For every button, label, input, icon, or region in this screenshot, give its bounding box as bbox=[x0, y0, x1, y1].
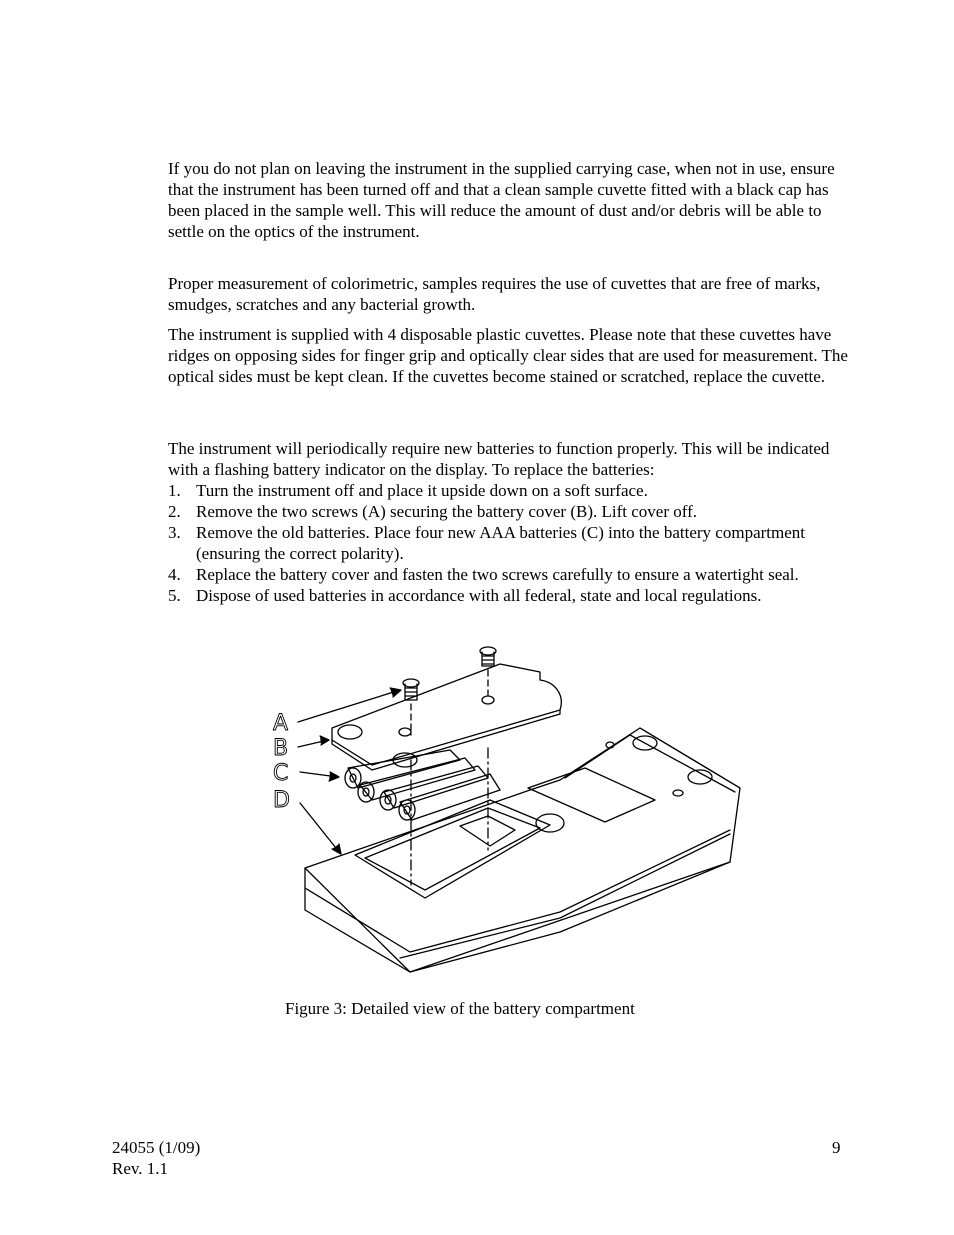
paragraph-battery-intro: The instrument will periodically require new batteries to function properly. This will be indicated with a flashing battery indicator on the display. To replace the batteries: bbox=[168, 439, 830, 479]
paragraph-storage: If you do not plan on leaving the instrument in the supplied carrying case, when not in use, ensure that the instrument has been turned off and that a clean sample cuvette fitted with a black cap has been placed in the sample well. This will reduce the amount of dust and/or debris will be able to settle on the optics of the instrument. bbox=[168, 159, 835, 241]
list-item: 3. Remove the old batteries. Place four new AAA batteries (C) into the battery compartment (ensuring the correct polarity). bbox=[168, 523, 805, 563]
paragraph-cuvette-care: Proper measurement of colorimetric, samples requires the use of cuvettes that are free of marks, smudges, scratches and any bacterial growth. bbox=[168, 274, 821, 314]
label-a: A bbox=[273, 711, 289, 736]
list-item: 1. Turn the instrument off and place it upside down on a soft surface. bbox=[168, 481, 648, 500]
battery-compartment-figure bbox=[260, 640, 760, 980]
list-item: 4. Replace the battery cover and fasten the two screws carefully to ensure a watertight seal. bbox=[168, 565, 799, 584]
battery-cover bbox=[332, 664, 561, 770]
list-item: 2. Remove the two screws (A) securing the battery cover (B). Lift cover off. bbox=[168, 502, 698, 521]
batteries bbox=[345, 750, 500, 820]
list-item: 5. Dispose of used batteries in accordance with all federal, state and local regulations. bbox=[168, 586, 762, 605]
battery-steps-list bbox=[168, 480, 848, 606]
screw-icon bbox=[403, 679, 419, 735]
label-b: B bbox=[273, 736, 289, 761]
figure-caption: Figure 3: Detailed view of the battery compartment bbox=[285, 999, 635, 1018]
label-d: D bbox=[273, 788, 290, 813]
paragraph-cuvette-details: The instrument is supplied with 4 disposable plastic cuvettes. Please note that these cuvettes have ridges on opposing sides for finger grip and optically clear sides that are used for measurement. The optical sides must be kept clean. If the cuvettes become stained or scratched, replace the cuvette. bbox=[168, 325, 848, 386]
screw-icon bbox=[480, 647, 496, 700]
label-c: C bbox=[273, 761, 289, 786]
footer-doc-info bbox=[112, 1137, 200, 1179]
page-number: 9 bbox=[832, 1138, 841, 1157]
revision: Rev. 1.1 bbox=[112, 1159, 169, 1178]
doc-number: 24055 (1/09) bbox=[112, 1138, 201, 1157]
